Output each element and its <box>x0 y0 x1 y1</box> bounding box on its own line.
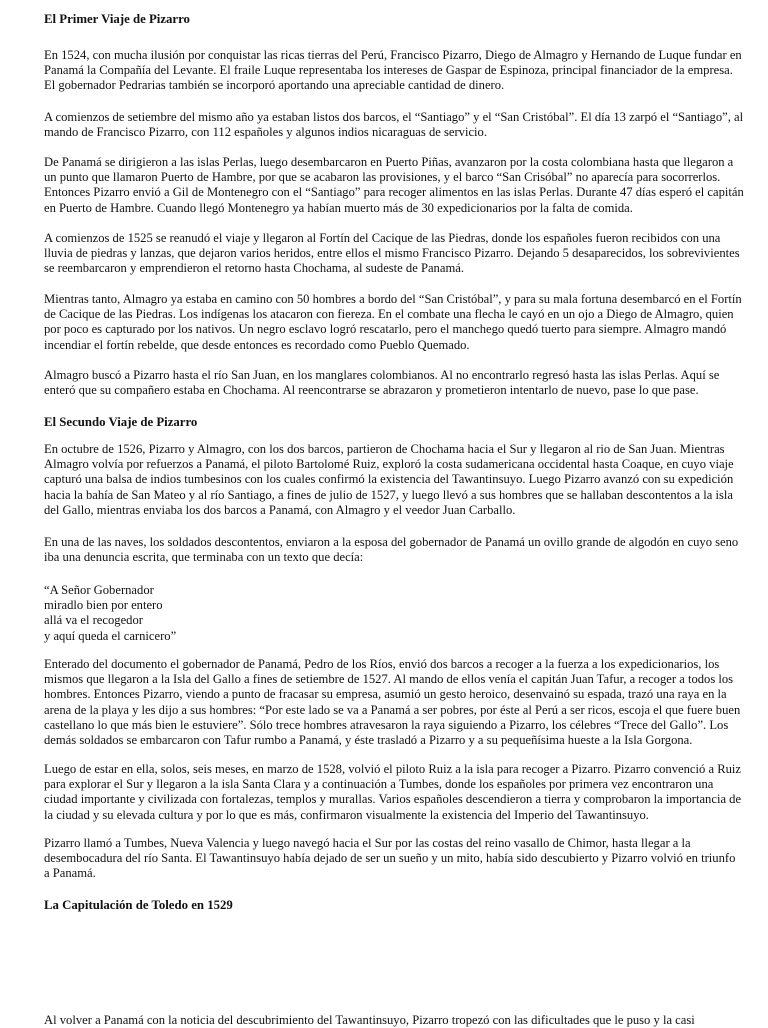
poem-block <box>44 583 744 644</box>
paragraph-7: En octubre de 1526, Pizarro y Almagro, con los dos barcos, partieron de Chochama hacia el Sur y llegaron al rio de San Juan. Mientras Almagro volvía por refuerzos a Panamá, el piloto Bartolomé Ruiz, exploró la costa sudamericana occidental hasta Coaque, en cuyo viaje capturó una balsa de indios tumbesinos con los cuales confirmó la existencia del Tawantinsuyo. Luego Pizarro avanzó con su expedición hacia la bahía de San Mateo y al río Santiago, a fines de julio de 1527, y luego llevó a sus hombres que se hallaban descontentos a la isla del Gallo, mientras enviaba los dos barcos a Panamá, con Almagro y el veedor Juan Carballo. <box>44 442 734 517</box>
section-title-primer-viaje: El Primer Viaje de Pizarro <box>44 12 190 26</box>
poem-line-2: miradlo bien por entero <box>44 598 163 613</box>
poem-line-1: “A Señor Gobernador <box>44 583 154 597</box>
section-title-capitulacion: La Capitulación de Toledo en 1529 <box>44 898 233 912</box>
poem-line-3: allá va el recogedor <box>44 613 143 628</box>
section-title-segundo-viaje: El Secundo Viaje de Pizarro <box>44 415 198 429</box>
paragraph-8: En una de las naves, los soldados descontentos, enviaron a la esposa del gobernador de Panamá un ovillo grande de algodón en cuyo seno iba una denuncia escrita, que terminaba con un texto que decía: <box>44 535 739 565</box>
paragraph-12: Al volver a Panamá con la noticia del descubrimiento del Tawantinsuyo, Pizarro tropezó con las dificultades que le puso y la casi <box>44 1013 695 1027</box>
paragraph-3: De Panamá se dirigieron a las islas Perlas, luego desembarcaron en Puerto Piñas, avanzaron por la costa colombiana hasta que llegaron a un punto que llamaron Puerto de Hambre, por que se acabaron las provisiones, y el barco “San Crisóbal” no aparecía para socorrerlos. Entonces Pizarro envió a Gil de Montenegro con el “Santiago” para recoger alimentos en las islas Perlas. Durante 47 días esperó el capitán en Puerto de Hambre. Cuando llegó Montenegro ya habían muerto más de 30 expedicionarios por la falta de comida. <box>44 155 744 215</box>
paragraph-2: A comienzos de setiembre del mismo año ya estaban listos dos barcos, el “Santiago” y el “San Cristóbal”. El día 13 zarpó el “Santiago”, al mando de Francisco Pizarro, con 112 españoles y algunos indios nicaraguas de servicio. <box>44 110 744 140</box>
paragraph-1: En 1524, con mucha ilusión por conquistar las ricas tierras del Perú, Francisco Pizarro, Diego de Almagro y Hernando de Luque fundar en Panamá la Compañía del Levante. El fraile Luque representaba los intereses de Gaspar de Espinoza, principal financiador de la empresa. El gobernador Pedrarias también se incorporó aportando una apreciable cantidad de dinero. <box>44 48 742 93</box>
poem-line-4: y aquí queda el carnicero” <box>44 628 177 643</box>
paragraph-6: Almagro buscó a Pizarro hasta el río San Juan, en los manglares colombianos. Al no encontrarlo regresó hasta las islas Perlas. Aquí se enteró que su compañero estaba en Chochama. Al reencontrarse se abrazaron y prometieron intentarlo de nuevo, pase lo que pase. <box>44 368 720 398</box>
paragraph-10: Luego de estar en ella, solos, seis meses, en marzo de 1528, volvió el piloto Ruiz a la isla para recoger a Pizarro. Pizarro convenció a Ruiz para explorar el Sur y llegaron a la isla Santa Clara y a continuación a Tumbes, donde los españoles por primera vez encontraron una ciudad importante y civilizada con fortalezas, templos y murallas. Varios españoles descendieron a tierra y comprobaron la importancia de la ciudad y su elevada cultura y por lo que es más, confirmaron visualmente la existencia del Imperio del Tawantinsuyo. <box>44 762 742 822</box>
paragraph-4: A comienzos de 1525 se reanudó el viaje y llegaron al Fortín del Cacique de las Piedras, donde los españoles fueron recibidos con una lluvia de piedras y lanzas, que dejaron varios heridos, entre ellos el mismo Francisco Pizarro. Dejando 5 desaparecidos, los sobrevivientes se reembarcaron y emprendieron el retorno hasta Chochama, al sudeste de Panamá. <box>44 231 740 276</box>
paragraph-9: Enterado del documento el gobernador de Panamá, Pedro de los Ríos, envió dos barcos a recoger a la fuerza a los expedicionarios, los mismos que llegaron a la Isla del Gallo a fines de setiembre de 1527. Al mando de ellos venía el capitán Juan Tafur, a recoger a todos los hombres. Entonces Pizarro, viendo a punto de fracasar su empresa, asumió un gesto heroico, desenvainó su espada, trazó una raya en la arena de la playa y les dijo a sus hombres: “Por este lado se va a Panamá a ser pobres, por éste al Perú a ser ricos, escoja el que fuere buen castellano lo que más bien le estuviere”. Sólo trece hombres atravesaron la raya siguiendo a Pizarro, los célebres “Trece del Gallo”. Los demás soldados se embarcaron con Tafur rumbo a Panamá, y éste trasladó a Pizarro y a su pequeñísima hueste a la Isla Gorgona. <box>44 657 741 748</box>
paragraph-5: Mientras tanto, Almagro ya estaba en camino con 50 hombres a bordo del “San Cristóbal”, y para su mala fortuna desembarcó en el Fortín de Cacique de las Piedras. Los indígenas los atacaron con fiereza. En el combate una flecha le cayó en un ojo a Diego de Almagro, quien por poco es capturado por los nativos. Un negro esclavo logró rescatarlo, pero el manchego quedó tuerto para siempre. Almagro mandó incendiar el fortín rebelde, que desde entonces es recordado como Pueblo Quemado. <box>44 292 742 352</box>
paragraph-11: Pizarro llamó a Tumbes, Nueva Valencia y luego navegó hacia el Sur por las costas del reino vasallo de Chimor, hasta llegar a la desembocadura del río Santa. El Tawantinsuyo había dejado de ser un sueño y un mito, había sido descubierto y Pizarro volvió en triunfo a Panamá. <box>44 836 736 881</box>
